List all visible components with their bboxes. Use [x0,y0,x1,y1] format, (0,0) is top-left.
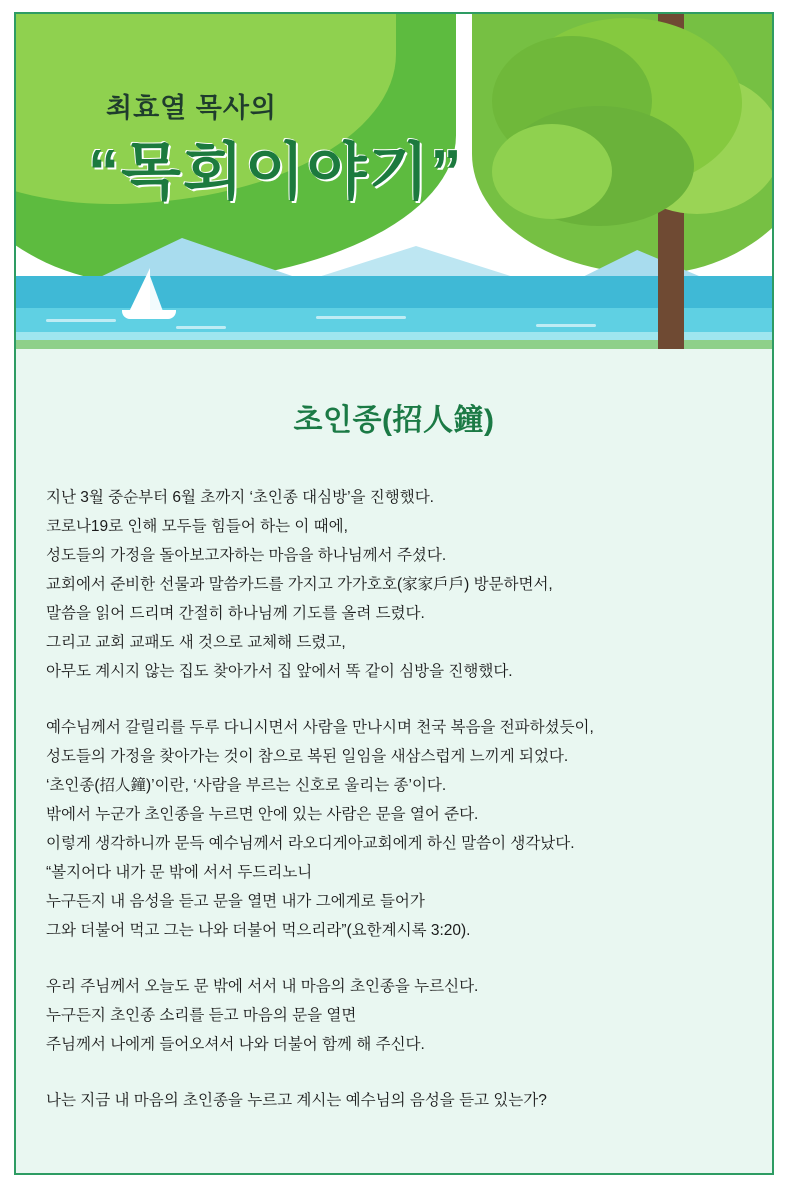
article-line: 교회에서 준비한 선물과 말씀카드를 가지고 가가호호(家家戶戶) 방문하면서, [46,576,553,593]
article-line: 그리고 교회 교패도 새 것으로 교체해 드렸고, [46,634,346,651]
article-paragraph [46,713,742,945]
article-line: ‘초인종(招人鐘)’이란, ‘사람을 부르는 신호로 울리는 종’이다. [46,777,447,794]
article-line: 성도들의 가정을 찾아가는 것이 참으로 복된 일임을 새삼스럽게 느끼게 되었다. [46,748,569,765]
article-line: 아무도 계시지 않는 집도 찾아가서 집 앞에서 똑 같이 심방을 진행했다. [46,663,513,680]
sailboat-hull-icon [122,310,176,319]
article-line: 예수님께서 갈릴리를 두루 다니시면서 사람을 만나시며 천국 복음을 전파하셨듯이, [46,719,594,736]
article-paragraph [46,972,742,1059]
newsletter-card [14,12,774,1175]
article-paragraph [46,1086,742,1115]
article-line: “볼지어다 내가 문 밖에 서서 두드리노니 [46,864,313,881]
article-line: 이렇게 생각하니까 문득 예수님께서 라오디게아교회에게 하신 말씀이 생각났다. [46,835,575,852]
article-line: 성도들의 가정을 돌아보고자하는 마음을 하나님께서 주셨다. [46,547,447,564]
banner-subtitle: 최효열 목사의 [106,93,277,123]
article-line: 그와 더불어 먹고 그는 나와 더불어 먹으리라”(요한계시록 3:20). [46,922,471,939]
banner-title: “목회이야기” [88,138,464,207]
tree-canopy-icon [492,124,612,219]
article-line: 코로나19로 인해 모두들 힘들어 하는 이 때에, [46,518,348,535]
article-line: 밖에서 누군가 초인종을 누르면 안에 있는 사람은 문을 열어 준다. [46,806,479,823]
article-body [46,483,742,1115]
article-line: 주님께서 나에게 들어오셔서 나와 더불어 함께 해 주신다. [46,1036,425,1053]
article-paragraph [46,483,742,686]
article-line: 누구든지 내 음성을 듣고 문을 열면 내가 그에게로 들어가 [46,893,425,910]
article [16,395,772,1115]
wave-line-icon [316,316,406,319]
article-title: 초인종(招人鐘) [293,404,495,437]
article-line: 누구든지 초인종 소리를 듣고 마음의 문을 열면 [46,1007,357,1024]
sailboat-sail-icon [128,268,150,314]
wave-line-icon [46,319,116,322]
banner-illustration [16,14,772,349]
article-line: 나는 지금 내 마음의 초인종을 누르고 계시는 예수님의 음성을 듣고 있는가? [46,1092,547,1109]
article-line: 말씀을 읽어 드리며 간절히 하나님께 기도를 올려 드렸다. [46,605,425,622]
article-line: 지난 3월 중순부터 6월 초까지 ‘초인종 대심방’을 진행했다. [46,489,434,506]
article-line: 우리 주님께서 오늘도 문 밖에 서서 내 마음의 초인종을 누르신다. [46,978,479,995]
wave-line-icon [536,324,596,327]
sailboat-jib-icon [150,276,164,314]
wave-line-icon [176,326,226,329]
